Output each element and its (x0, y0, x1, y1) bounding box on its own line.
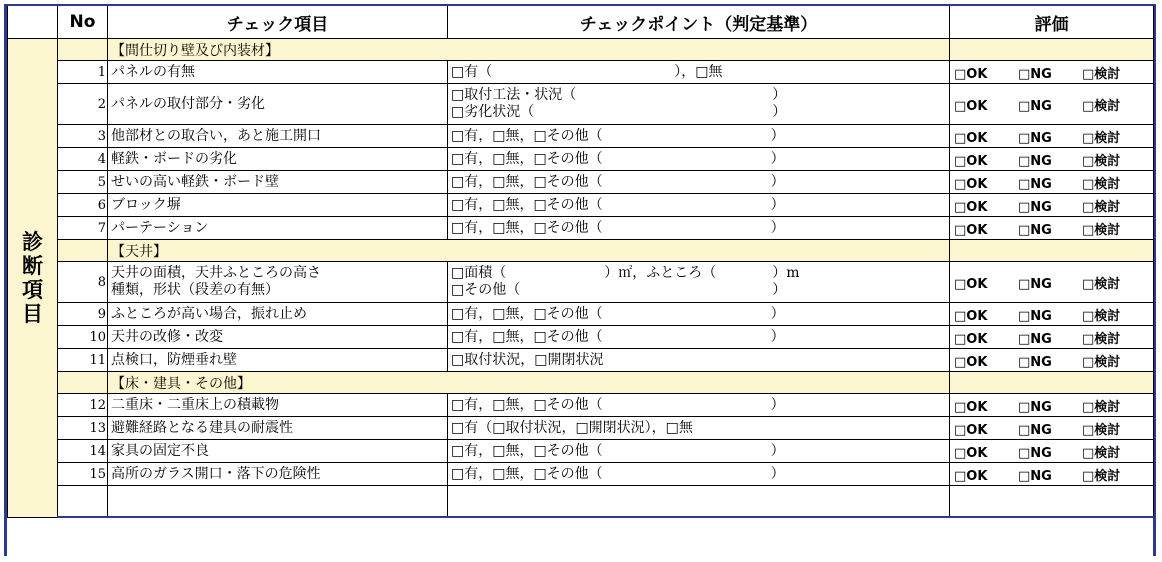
check-point-text: □有，□無，□その他（ ） (451, 219, 785, 236)
item-name-cell (108, 440, 448, 463)
item-no: 14 (58, 440, 108, 463)
eval-ok-checkbox[interactable]: □OK (954, 199, 988, 215)
check-point-cell (448, 84, 950, 125)
eval-cell (950, 463, 1154, 486)
item-name-cell (108, 262, 448, 303)
item-no: 5 (58, 171, 108, 194)
section-eval-cell (950, 372, 1154, 394)
item-name: パネルの有無 (111, 63, 195, 80)
check-point-cell (448, 349, 950, 372)
eval-review-checkbox[interactable]: □検討 (1082, 468, 1121, 484)
eval-review-checkbox[interactable]: □検討 (1082, 308, 1121, 324)
item-name-cell (108, 417, 448, 440)
side-label-char: 診 (22, 229, 43, 254)
eval-ok-checkbox[interactable]: □OK (954, 153, 988, 169)
item-name: 二重床・二重床上の積載物 (111, 396, 279, 413)
eval-review-checkbox[interactable]: □検討 (1082, 422, 1121, 438)
check-point-cell (448, 394, 950, 417)
item-no: 8 (58, 262, 108, 303)
check-point-text: □有（ ），□無 (451, 63, 723, 80)
eval-ng-checkbox[interactable]: □NG (1018, 222, 1052, 238)
check-point-cell (448, 61, 950, 84)
section-eval-cell (950, 240, 1154, 262)
item-no: 9 (58, 303, 108, 326)
side-label-char: 断 (22, 253, 43, 278)
item-no: 10 (58, 326, 108, 349)
item-name: 天井の改修・改変 (111, 328, 223, 345)
check-point-cell (448, 326, 950, 349)
check-point-text: □有，□無，□その他（ ） (451, 465, 785, 482)
check-point-cell (448, 463, 950, 486)
eval-ok-checkbox[interactable]: □OK (954, 66, 988, 82)
check-table (7, 4, 1154, 518)
header-item: チェック項目 (108, 5, 448, 39)
check-point-cell (448, 262, 950, 303)
check-point-cell (448, 417, 950, 440)
check-point-cell (448, 171, 950, 194)
eval-review-checkbox[interactable]: □検討 (1082, 130, 1121, 146)
eval-ng-checkbox[interactable]: □NG (1018, 354, 1052, 370)
eval-ok-checkbox[interactable]: □OK (954, 130, 988, 146)
item-name-cell (108, 394, 448, 417)
check-point-text: □有，□無，□その他（ ） (451, 127, 785, 144)
eval-review-checkbox[interactable]: □検討 (1082, 354, 1121, 370)
eval-ok-checkbox[interactable]: □OK (954, 354, 988, 370)
eval-cell (950, 417, 1154, 440)
table-row (8, 303, 1154, 326)
eval-review-checkbox[interactable]: □検討 (1082, 153, 1121, 169)
check-point-text: □有，□無，□その他（ ） (451, 396, 785, 413)
blank-cell (950, 486, 1154, 518)
table-row (8, 148, 1154, 171)
section-title: 【間仕切り壁及び内装材】 (108, 39, 950, 61)
check-point-cell (448, 440, 950, 463)
check-point-text: □取付工法・状況（ ） (451, 87, 787, 103)
item-no: 15 (58, 463, 108, 486)
item-name: 他部材との取合い，あと施工開口 (111, 127, 321, 144)
item-name: 家具の固定不良 (111, 442, 209, 459)
eval-cell (950, 326, 1154, 349)
item-name: せいの高い軽鉄・ボード壁 (111, 173, 279, 190)
blank-row (8, 486, 1154, 518)
item-name: パネルの取付部分・劣化 (111, 95, 265, 112)
eval-ok-checkbox[interactable]: □OK (954, 176, 988, 192)
side-label (8, 39, 58, 518)
item-name-cell (108, 84, 448, 125)
check-point-cell (448, 217, 950, 240)
item-name-cell (108, 171, 448, 194)
item-no: 12 (58, 394, 108, 417)
item-name-cell (108, 326, 448, 349)
eval-ng-checkbox[interactable]: □NG (1018, 199, 1052, 215)
table-row (8, 84, 1154, 125)
eval-cell (950, 217, 1154, 240)
header-no: No (58, 5, 108, 39)
check-point-text: □その他（ ） (451, 282, 787, 298)
item-name-cell (108, 463, 448, 486)
eval-ok-checkbox[interactable]: □OK (954, 399, 988, 415)
eval-ok-checkbox[interactable]: □OK (954, 422, 988, 438)
eval-review-checkbox[interactable]: □検討 (1082, 331, 1121, 347)
item-name: 種類，形状（段差の有無） (111, 282, 279, 298)
eval-ok-checkbox[interactable]: □OK (954, 98, 988, 114)
table-row (8, 326, 1154, 349)
item-name: 点検口，防煙垂れ壁 (111, 351, 237, 368)
table-row (8, 171, 1154, 194)
check-point-text: □有，□無，□その他（ ） (451, 173, 785, 190)
section-no-cell (58, 372, 108, 394)
item-no: 2 (58, 84, 108, 125)
table-row (8, 61, 1154, 84)
item-no: 13 (58, 417, 108, 440)
item-name-cell (108, 217, 448, 240)
eval-ng-checkbox[interactable]: □NG (1018, 445, 1052, 461)
eval-ng-checkbox[interactable]: □NG (1018, 153, 1052, 169)
section-row (8, 240, 1154, 262)
section-row (8, 372, 1154, 394)
eval-ng-checkbox[interactable]: □NG (1018, 276, 1052, 292)
item-no: 4 (58, 148, 108, 171)
table-body (8, 39, 1154, 518)
item-no: 1 (58, 61, 108, 84)
eval-cell (950, 440, 1154, 463)
section-eval-cell (950, 39, 1154, 61)
table-row (8, 194, 1154, 217)
section-no-cell (58, 240, 108, 262)
check-point-text: □有，□無，□その他（ ） (451, 328, 785, 345)
eval-review-checkbox[interactable]: □検討 (1082, 399, 1121, 415)
section-row (8, 39, 1154, 61)
check-point-text: □有，□無，□その他（ ） (451, 150, 785, 167)
eval-cell (950, 61, 1154, 84)
item-name-cell (108, 349, 448, 372)
eval-ng-checkbox[interactable]: □NG (1018, 66, 1052, 82)
table-row (8, 262, 1154, 303)
eval-review-checkbox[interactable]: □検討 (1082, 222, 1121, 238)
eval-ok-checkbox[interactable]: □OK (954, 331, 988, 347)
header-point: チェックポイント（判定基準） (448, 5, 950, 39)
item-name-cell (108, 303, 448, 326)
side-label-char: 項 (22, 277, 43, 302)
item-name: 高所のガラス開口・落下の危険性 (111, 465, 321, 482)
check-point-text: □有（□取付状況，□開閉状況），□無 (451, 419, 693, 436)
section-title: 【天井】 (108, 240, 950, 262)
eval-cell (950, 171, 1154, 194)
header-eval: 評価 (950, 5, 1154, 39)
item-name: 避難経路となる建具の耐震性 (111, 419, 293, 436)
item-name: 天井の面積，天井ふところの高さ (111, 265, 321, 281)
check-point-cell (448, 148, 950, 171)
table-row (8, 440, 1154, 463)
item-name-cell (108, 148, 448, 171)
check-point-cell (448, 303, 950, 326)
corner-cell (8, 5, 58, 39)
item-no: 7 (58, 217, 108, 240)
table-row (8, 217, 1154, 240)
item-name-cell (108, 125, 448, 148)
eval-ok-checkbox[interactable]: □OK (954, 468, 988, 484)
side-label-char: 目 (22, 301, 43, 326)
blank-cell (448, 486, 950, 518)
eval-ng-checkbox[interactable]: □NG (1018, 130, 1052, 146)
check-point-text: □面積（ ）㎡，ふところ（ ）m (451, 265, 800, 281)
item-name: ふところが高い場合，振れ止め (111, 305, 307, 322)
eval-cell (950, 394, 1154, 417)
table-row (8, 417, 1154, 440)
eval-ok-checkbox[interactable]: □OK (954, 308, 988, 324)
eval-review-checkbox[interactable]: □検討 (1082, 66, 1121, 82)
eval-review-checkbox[interactable]: □検討 (1082, 445, 1121, 461)
eval-ok-checkbox[interactable]: □OK (954, 445, 988, 461)
eval-ok-checkbox[interactable]: □OK (954, 222, 988, 238)
check-point-text: □有，□無，□その他（ ） (451, 442, 785, 459)
item-name-cell (108, 194, 448, 217)
eval-review-checkbox[interactable]: □検討 (1082, 98, 1121, 114)
table-row (8, 349, 1154, 372)
item-no: 6 (58, 194, 108, 217)
check-point-text: □有，□無，□その他（ ） (451, 305, 785, 322)
eval-cell (950, 349, 1154, 372)
eval-ng-checkbox[interactable]: □NG (1018, 399, 1052, 415)
item-name: 軽鉄・ボードの劣化 (111, 150, 237, 167)
check-point-cell (448, 194, 950, 217)
eval-cell (950, 262, 1154, 303)
check-point-text: □取付状況，□開閉状況 (451, 351, 604, 368)
eval-cell (950, 148, 1154, 171)
eval-ng-checkbox[interactable]: □NG (1018, 468, 1052, 484)
eval-cell (950, 125, 1154, 148)
eval-review-checkbox[interactable]: □検討 (1082, 176, 1121, 192)
eval-ng-checkbox[interactable]: □NG (1018, 331, 1052, 347)
header-row (8, 5, 1154, 39)
item-name: ブロック塀 (111, 196, 181, 213)
section-title: 【床・建具・その他】 (108, 372, 950, 394)
item-no: 11 (58, 349, 108, 372)
blank-cell (58, 486, 108, 518)
table-row (8, 125, 1154, 148)
check-point-text: □劣化状況（ ） (451, 104, 787, 120)
eval-ok-checkbox[interactable]: □OK (954, 276, 988, 292)
eval-cell (950, 84, 1154, 125)
item-no: 3 (58, 125, 108, 148)
section-no-cell (58, 39, 108, 61)
eval-ng-checkbox[interactable]: □NG (1018, 176, 1052, 192)
eval-cell (950, 303, 1154, 326)
eval-ng-checkbox[interactable]: □NG (1018, 422, 1052, 438)
table-row (8, 463, 1154, 486)
blank-cell (108, 486, 448, 518)
eval-review-checkbox[interactable]: □検討 (1082, 276, 1121, 292)
item-name: パーテーション (111, 219, 209, 236)
eval-ng-checkbox[interactable]: □NG (1018, 308, 1052, 324)
check-point-cell (448, 125, 950, 148)
eval-ng-checkbox[interactable]: □NG (1018, 98, 1052, 114)
eval-review-checkbox[interactable]: □検討 (1082, 199, 1121, 215)
item-name-cell (108, 61, 448, 84)
table-row (8, 394, 1154, 417)
eval-cell (950, 194, 1154, 217)
check-point-text: □有，□無，□その他（ ） (451, 196, 785, 213)
